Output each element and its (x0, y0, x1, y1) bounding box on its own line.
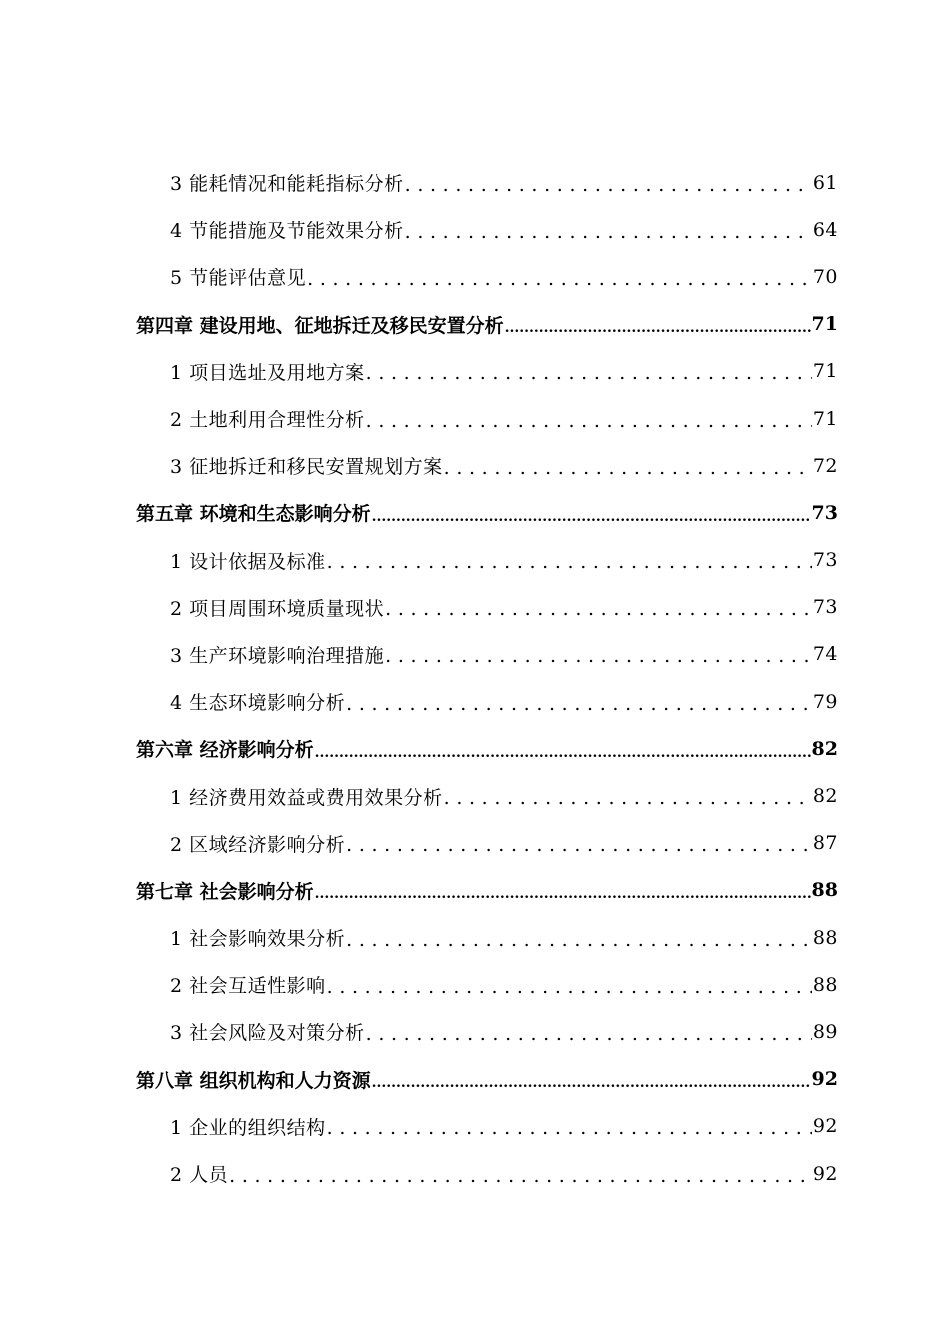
toc-chapter-page: 82 (811, 737, 838, 760)
toc-entry[interactable] (0, 584, 838, 631)
dot-leader (315, 881, 811, 903)
dot-leader (444, 787, 812, 809)
table-of-contents (0, 159, 950, 1197)
toc-chapter-page: 92 (811, 1068, 838, 1091)
dot-leader (346, 834, 812, 856)
toc-entry[interactable] (0, 631, 838, 678)
dot-leader (405, 174, 812, 196)
toc-chapter-title: 第七章 社会影响分析 (136, 877, 314, 904)
toc-entry-page: 92 (812, 1115, 838, 1138)
toc-chapter-title: 第六章 经济影响分析 (136, 735, 314, 762)
dot-leader (346, 693, 812, 715)
dot-leader (372, 504, 811, 526)
dot-leader (327, 1117, 812, 1139)
dot-leader (444, 457, 812, 479)
dot-leader (505, 315, 811, 337)
toc-entry-title: 3 社会风险及对策分析 (170, 1018, 365, 1045)
toc-entry-title: 5 节能评估意见 (170, 263, 306, 290)
toc-entry-page: 71 (812, 360, 838, 383)
dot-leader (307, 268, 812, 290)
toc-entry-page: 79 (812, 690, 838, 713)
dot-leader (366, 1023, 812, 1045)
toc-entry-page: 89 (812, 1020, 838, 1043)
toc-entry-page: 74 (812, 643, 838, 666)
toc-chapter-title: 第八章 组织机构和人力资源 (136, 1066, 371, 1093)
toc-entry-title: 4 生态环境影响分析 (170, 688, 345, 715)
toc-chapter-page: 73 (811, 501, 838, 524)
toc-entry[interactable] (0, 395, 838, 442)
toc-entry-page: 82 (812, 785, 838, 808)
toc-chapter-entry[interactable] (0, 301, 838, 348)
toc-entry-page: 64 (812, 218, 838, 241)
toc-entry[interactable] (0, 820, 838, 867)
toc-entry[interactable] (0, 1150, 838, 1197)
toc-entry-page: 88 (812, 973, 838, 996)
toc-entry-title: 3 生产环境影响治理措施 (170, 641, 384, 668)
toc-chapter-entry[interactable] (0, 489, 838, 536)
toc-entry[interactable] (0, 961, 838, 1008)
dot-leader (366, 362, 812, 384)
toc-entry-title: 1 项目选址及用地方案 (170, 358, 365, 385)
toc-entry-page: 71 (812, 407, 838, 430)
toc-entry-page: 92 (812, 1162, 838, 1185)
toc-entry-title: 2 区域经济影响分析 (170, 830, 345, 857)
toc-entry-title: 2 项目周围环境质量现状 (170, 594, 384, 621)
dot-leader (372, 1070, 811, 1092)
toc-chapter-entry[interactable] (0, 725, 838, 772)
toc-entry-page: 73 (812, 596, 838, 619)
toc-chapter-entry[interactable] (0, 1056, 838, 1103)
dot-leader (346, 929, 812, 951)
toc-entry-page: 88 (812, 926, 838, 949)
dot-leader (385, 645, 812, 667)
dot-leader (405, 221, 812, 243)
toc-entry[interactable] (0, 1103, 838, 1150)
toc-chapter-entry[interactable] (0, 867, 838, 914)
toc-entry[interactable] (0, 442, 838, 489)
toc-entry[interactable] (0, 253, 838, 300)
toc-entry-title: 1 设计依据及标准 (170, 547, 326, 574)
dot-leader (385, 598, 812, 620)
toc-chapter-page: 88 (811, 879, 838, 902)
toc-entry[interactable] (0, 678, 838, 725)
toc-entry-title: 3 能耗情况和能耗指标分析 (170, 169, 404, 196)
toc-entry-title: 3 征地拆迁和移民安置规划方案 (170, 452, 443, 479)
toc-entry-title: 4 节能措施及节能效果分析 (170, 216, 404, 243)
dot-leader (315, 740, 811, 762)
toc-chapter-page: 71 (811, 313, 838, 336)
dot-leader (229, 1165, 812, 1187)
toc-entry-page: 87 (812, 832, 838, 855)
toc-chapter-title: 第四章 建设用地、征地拆迁及移民安置分析 (136, 311, 504, 338)
toc-entry-title: 1 企业的组织结构 (170, 1113, 326, 1140)
toc-chapter-title: 第五章 环境和生态影响分析 (136, 499, 371, 526)
toc-entry[interactable] (0, 914, 838, 961)
toc-entry-title: 2 土地利用合理性分析 (170, 405, 365, 432)
toc-entry-title: 2 人员 (170, 1160, 228, 1187)
toc-entry-page: 73 (812, 549, 838, 572)
toc-entry[interactable] (0, 159, 838, 206)
toc-entry-page: 70 (812, 265, 838, 288)
toc-entry[interactable] (0, 1008, 838, 1055)
toc-entry[interactable] (0, 537, 838, 584)
toc-entry-title: 1 社会影响效果分析 (170, 924, 345, 951)
dot-leader (366, 410, 812, 432)
toc-entry-page: 72 (812, 454, 838, 477)
toc-entry[interactable] (0, 348, 838, 395)
dot-leader (327, 551, 812, 573)
dot-leader (327, 976, 812, 998)
toc-entry-page: 61 (812, 171, 838, 194)
toc-entry[interactable] (0, 206, 838, 253)
toc-entry-title: 2 社会互适性影响 (170, 971, 326, 998)
toc-entry-title: 1 经济费用效益或费用效果分析 (170, 783, 443, 810)
toc-entry[interactable] (0, 772, 838, 819)
